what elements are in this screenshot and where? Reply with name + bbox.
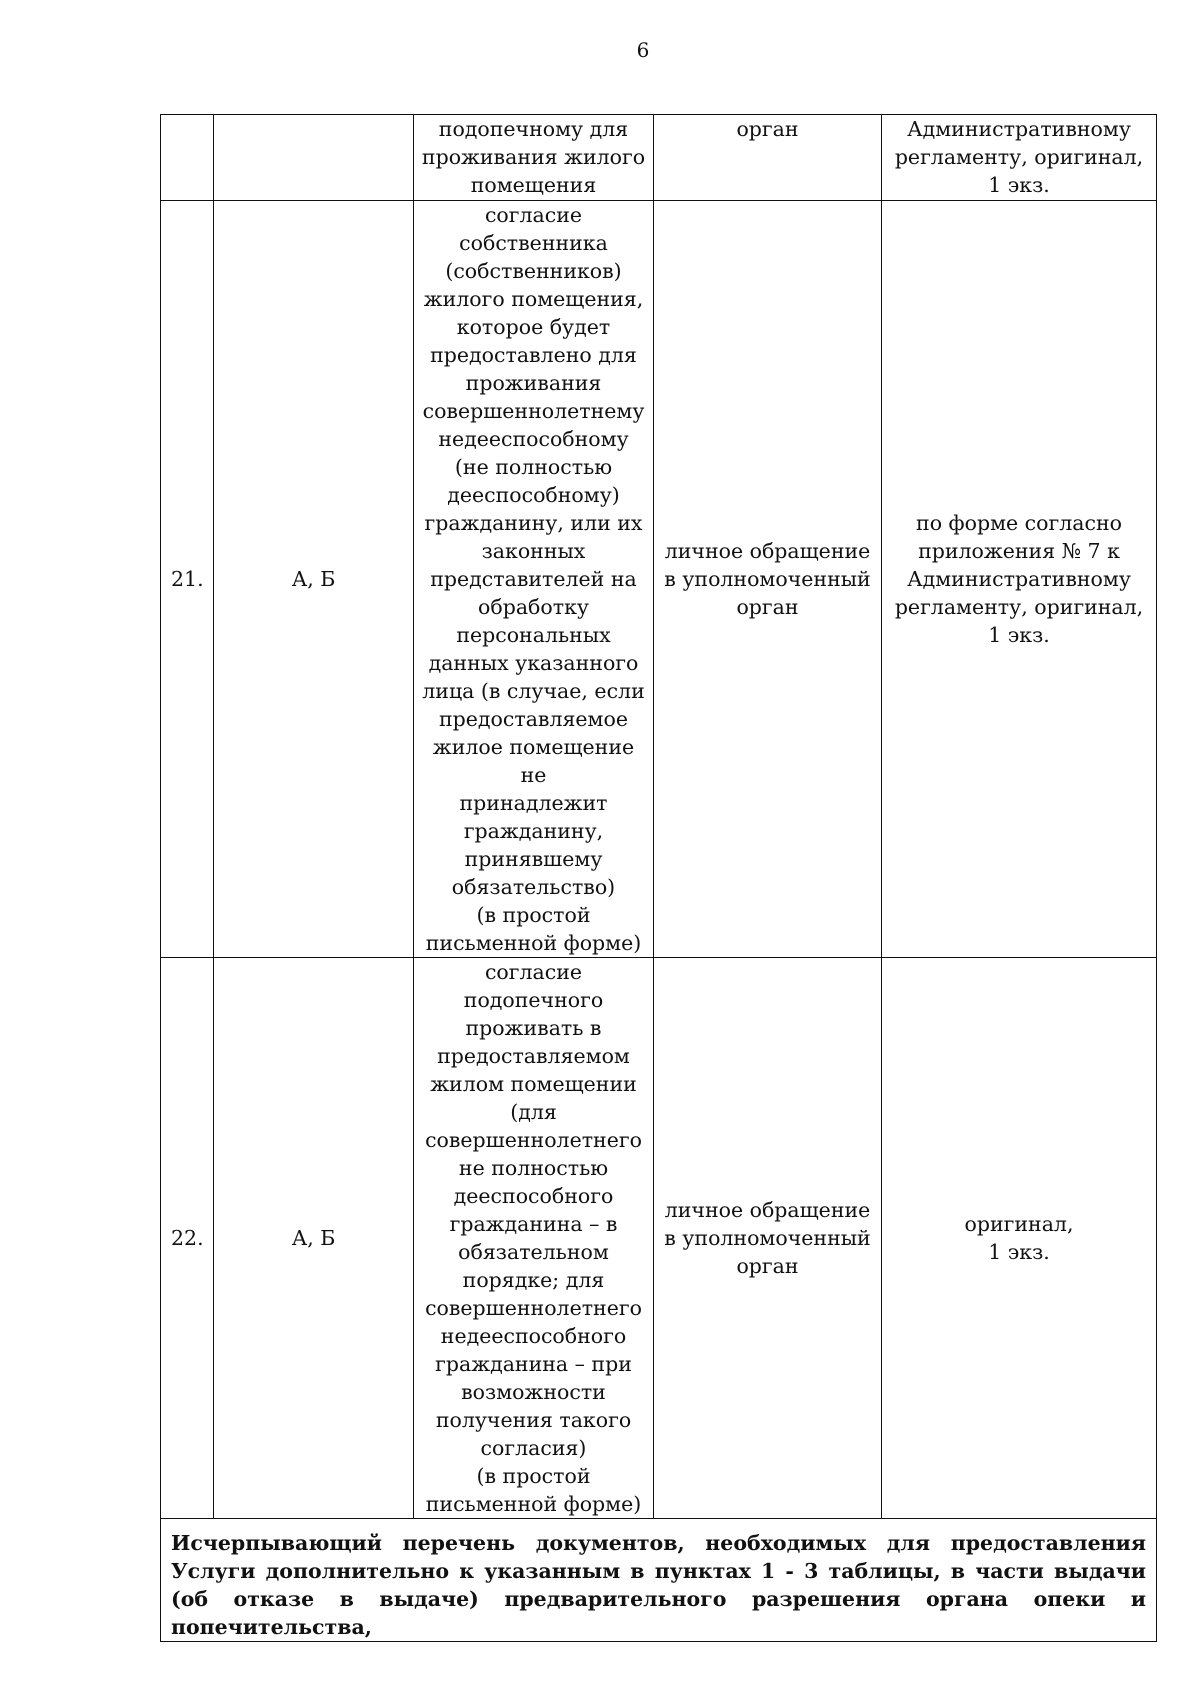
applicant-category-cell: А, Б [214, 201, 414, 958]
document-requirements-cell: по форме согласно приложения № 7 к Административному регламенту, оригинал, 1 экз. [882, 201, 1157, 958]
section-header-row [161, 1519, 1157, 1642]
document-name-cell: согласие собственника (собственников) жилого помещения, которое будет предоставлено для проживания совершеннолетнему недееспособному (не полностью дееспособному) гражданину, или их законных представителей на обработку персональных данных указанного лица (в случае, если предоставляемое жилое помещение не принадлежит гражданину, принявшему обязательство) (в простой письменной форме) [414, 201, 654, 958]
row-number-cell: 21. [161, 201, 214, 958]
submission-method-cell: личное обращение в уполномоченный орган [654, 958, 882, 1519]
document-requirements-cell: Административному регламенту, оригинал, 1 экз. [882, 115, 1157, 201]
page-number: 6 [636, 38, 650, 62]
document-requirements-cell: оригинал, 1 экз. [882, 958, 1157, 1519]
document-name-cell: подопечному для проживания жилого помещения [414, 115, 654, 201]
section-heading: Исчерпывающий перечень документов, необходимых для предоставления Услуги дополнительно к указанным в пунктах 1 - 3 таблицы, в части выдачи (об отказе в выдаче) предварительного разрешения органа опеки и попечительства, [161, 1519, 1157, 1642]
documents-table [160, 114, 1157, 1642]
table-row [161, 958, 1157, 1519]
document-name-cell: согласие подопечного проживать в предоставляемом жилом помещении (для совершеннолетнего не полностью дееспособного гражданина – в обязательном порядке; для совершеннолетнего недееспособного гражданина – при возможности получения такого согласия) (в простой письменной форме) [414, 958, 654, 1519]
applicant-category-cell [214, 115, 414, 201]
row-number-cell [161, 115, 214, 201]
submission-method-cell: личное обращение в уполномоченный орган [654, 201, 882, 958]
row-number-cell: 22. [161, 958, 214, 1519]
applicant-category-cell: А, Б [214, 958, 414, 1519]
submission-method-cell: орган [654, 115, 882, 201]
table-row [161, 115, 1157, 201]
table-row [161, 201, 1157, 958]
